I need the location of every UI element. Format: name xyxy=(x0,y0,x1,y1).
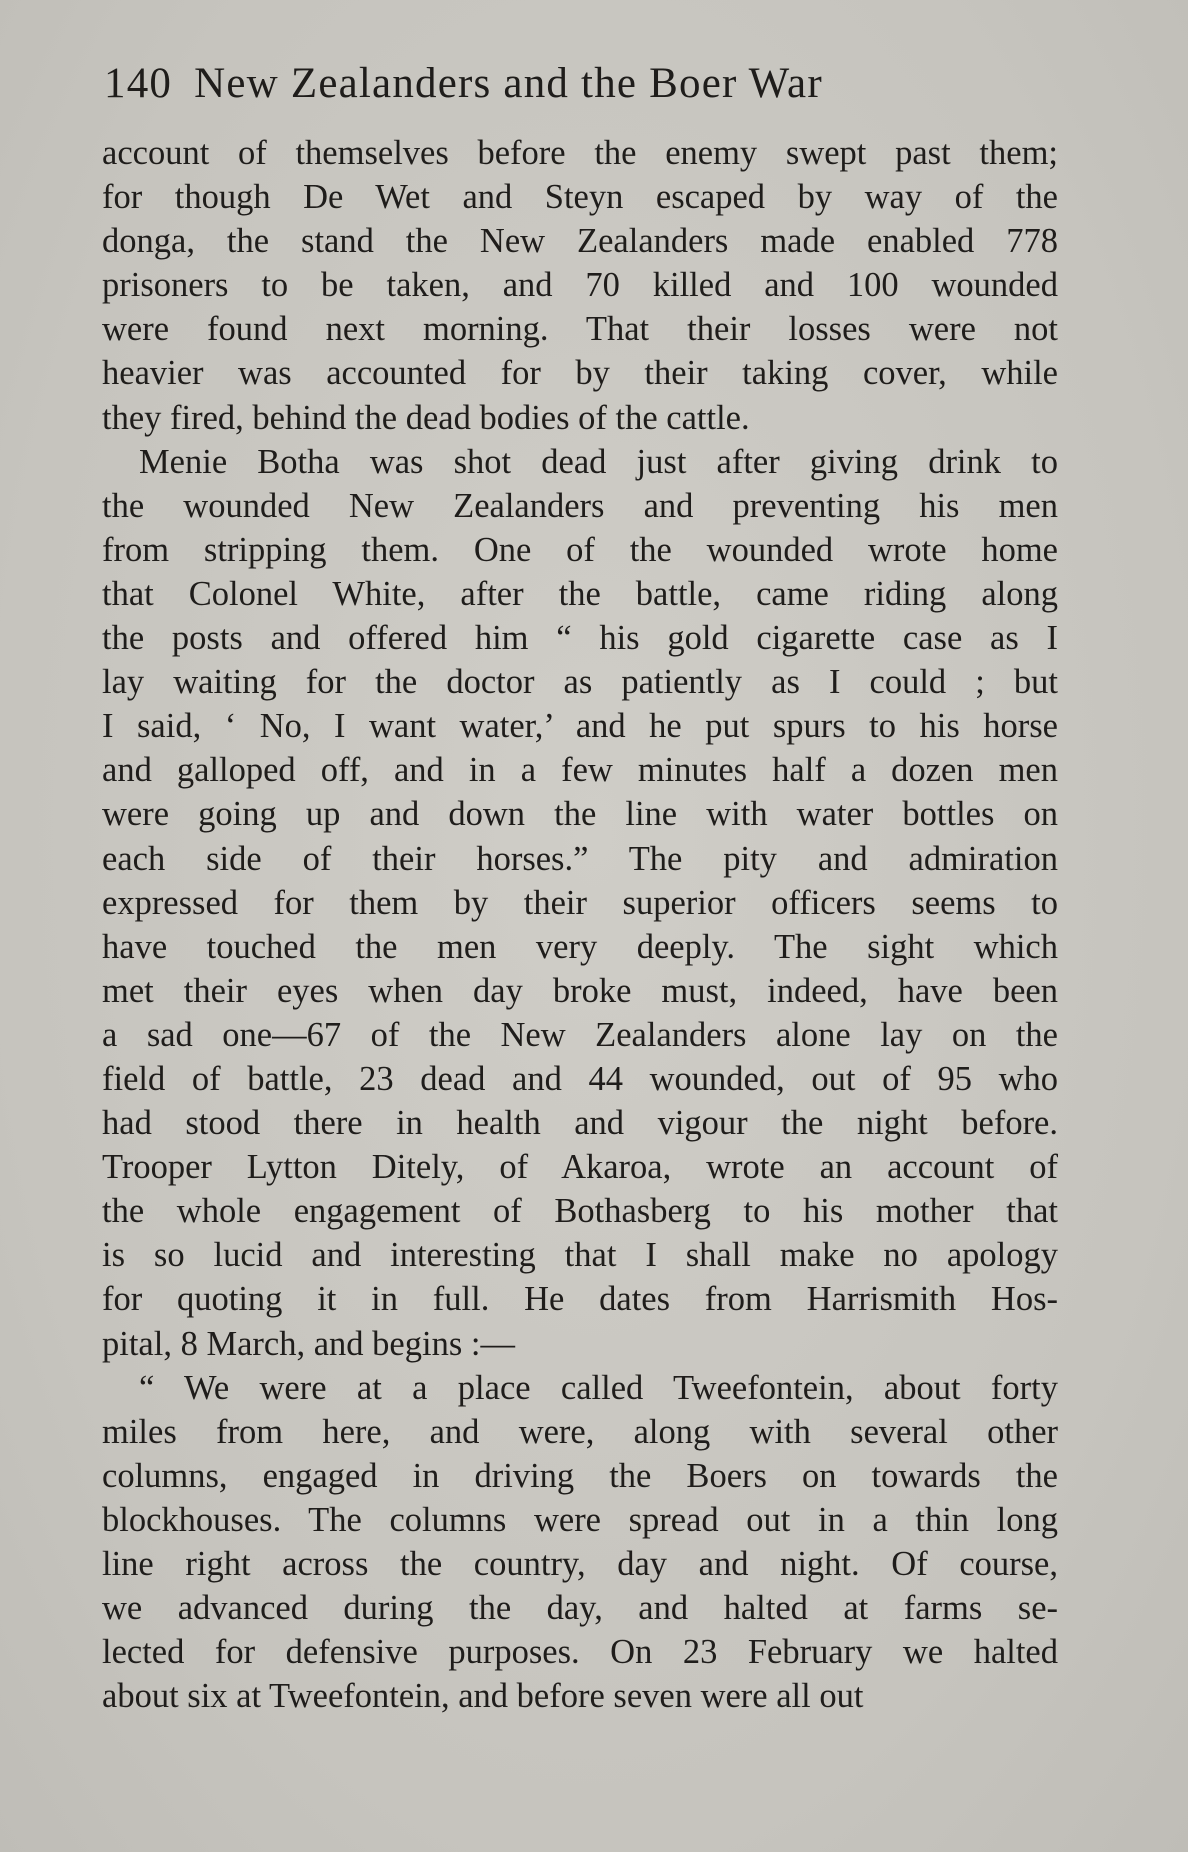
text-line: were going up and down the line with water bottles on xyxy=(102,795,1058,834)
text-line: Menie Botha was shot dead just after giving drink to xyxy=(139,442,1058,481)
text-line: for though De Wet and Steyn escaped by way of the xyxy=(102,178,1058,217)
text-line: each side of their horses.” The pity and admiration xyxy=(102,839,1058,878)
text-line: heavier was accounted for by their taking cover, while xyxy=(102,354,1058,393)
text-line: field of battle, 23 dead and 44 wounded, out of 95 who xyxy=(102,1059,1058,1098)
text-line: that Colonel White, after the battle, came riding along xyxy=(102,574,1058,613)
text-line: they fired, behind the dead bodies of the cattle. xyxy=(102,398,750,437)
text-line: a sad one—67 of the New Zealanders alone lay on the xyxy=(102,1015,1058,1054)
paragraph xyxy=(102,131,1058,440)
text-line: pital, 8 March, and begins :— xyxy=(102,1324,515,1363)
text-line: Trooper Lytton Ditely, of Akaroa, wrote an account of xyxy=(102,1148,1058,1187)
text-line: is so lucid and interesting that I shall make no apology xyxy=(102,1236,1058,1275)
text-line: line right across the country, day and night. Of course, xyxy=(102,1545,1058,1583)
text-line: donga, the stand the New Zealanders made enabled 778 xyxy=(102,222,1058,261)
text-line: from stripping them. One of the wounded wrote home xyxy=(102,530,1058,569)
text-line: lected for defensive purposes. On 23 February we halted xyxy=(102,1633,1058,1672)
running-title: New Zealanders and the Boer War xyxy=(194,60,823,107)
text-line: were found next morning. That their losses were not xyxy=(102,310,1058,349)
running-header xyxy=(104,56,1004,112)
text-line: expressed for them by their superior officers seems to xyxy=(102,883,1058,922)
text-line: had stood there in health and vigour the night before. xyxy=(102,1104,1058,1143)
text-line: the wounded New Zealanders and preventing his men xyxy=(102,486,1058,525)
text-line: have touched the men very deeply. The sight which xyxy=(102,927,1058,966)
text-line: “ We were at a place called Tweefontein, about forty xyxy=(139,1368,1058,1407)
text-line: and galloped off, and in a few minutes half a dozen men xyxy=(102,751,1058,790)
text-line: about six at Tweefontein, and before seven were all out xyxy=(102,1677,864,1716)
text-line: prisoners to be taken, and 70 killed and 100 wounded xyxy=(102,266,1058,305)
paragraph xyxy=(102,1366,1058,1719)
text-line: miles from here, and were, along with several other xyxy=(102,1412,1058,1451)
text-line: the whole engagement of Bothasberg to his mother that xyxy=(102,1192,1058,1231)
text-line: the posts and offered him “ his gold cigarette case as I xyxy=(102,619,1058,658)
text-line: account of themselves before the enemy swept past them; xyxy=(102,134,1058,172)
text-line: we advanced during the day, and halted at farms se- xyxy=(102,1589,1058,1628)
text-line: I said, ‘ No, I want water,’ and he put spurs to his horse xyxy=(102,707,1058,746)
paragraph xyxy=(102,440,1058,1366)
body-text xyxy=(102,131,1058,1718)
page-number: 140 xyxy=(104,60,173,107)
text-line: for quoting it in full. He dates from Harrismith Hos- xyxy=(102,1280,1058,1319)
text-line: columns, engaged in driving the Boers on towards the xyxy=(102,1456,1058,1495)
text-line: blockhouses. The columns were spread out in a thin long xyxy=(102,1500,1058,1539)
text-line: lay waiting for the doctor as patiently as I could ; but xyxy=(102,663,1058,702)
text-line: met their eyes when day broke must, indeed, have been xyxy=(102,971,1058,1010)
